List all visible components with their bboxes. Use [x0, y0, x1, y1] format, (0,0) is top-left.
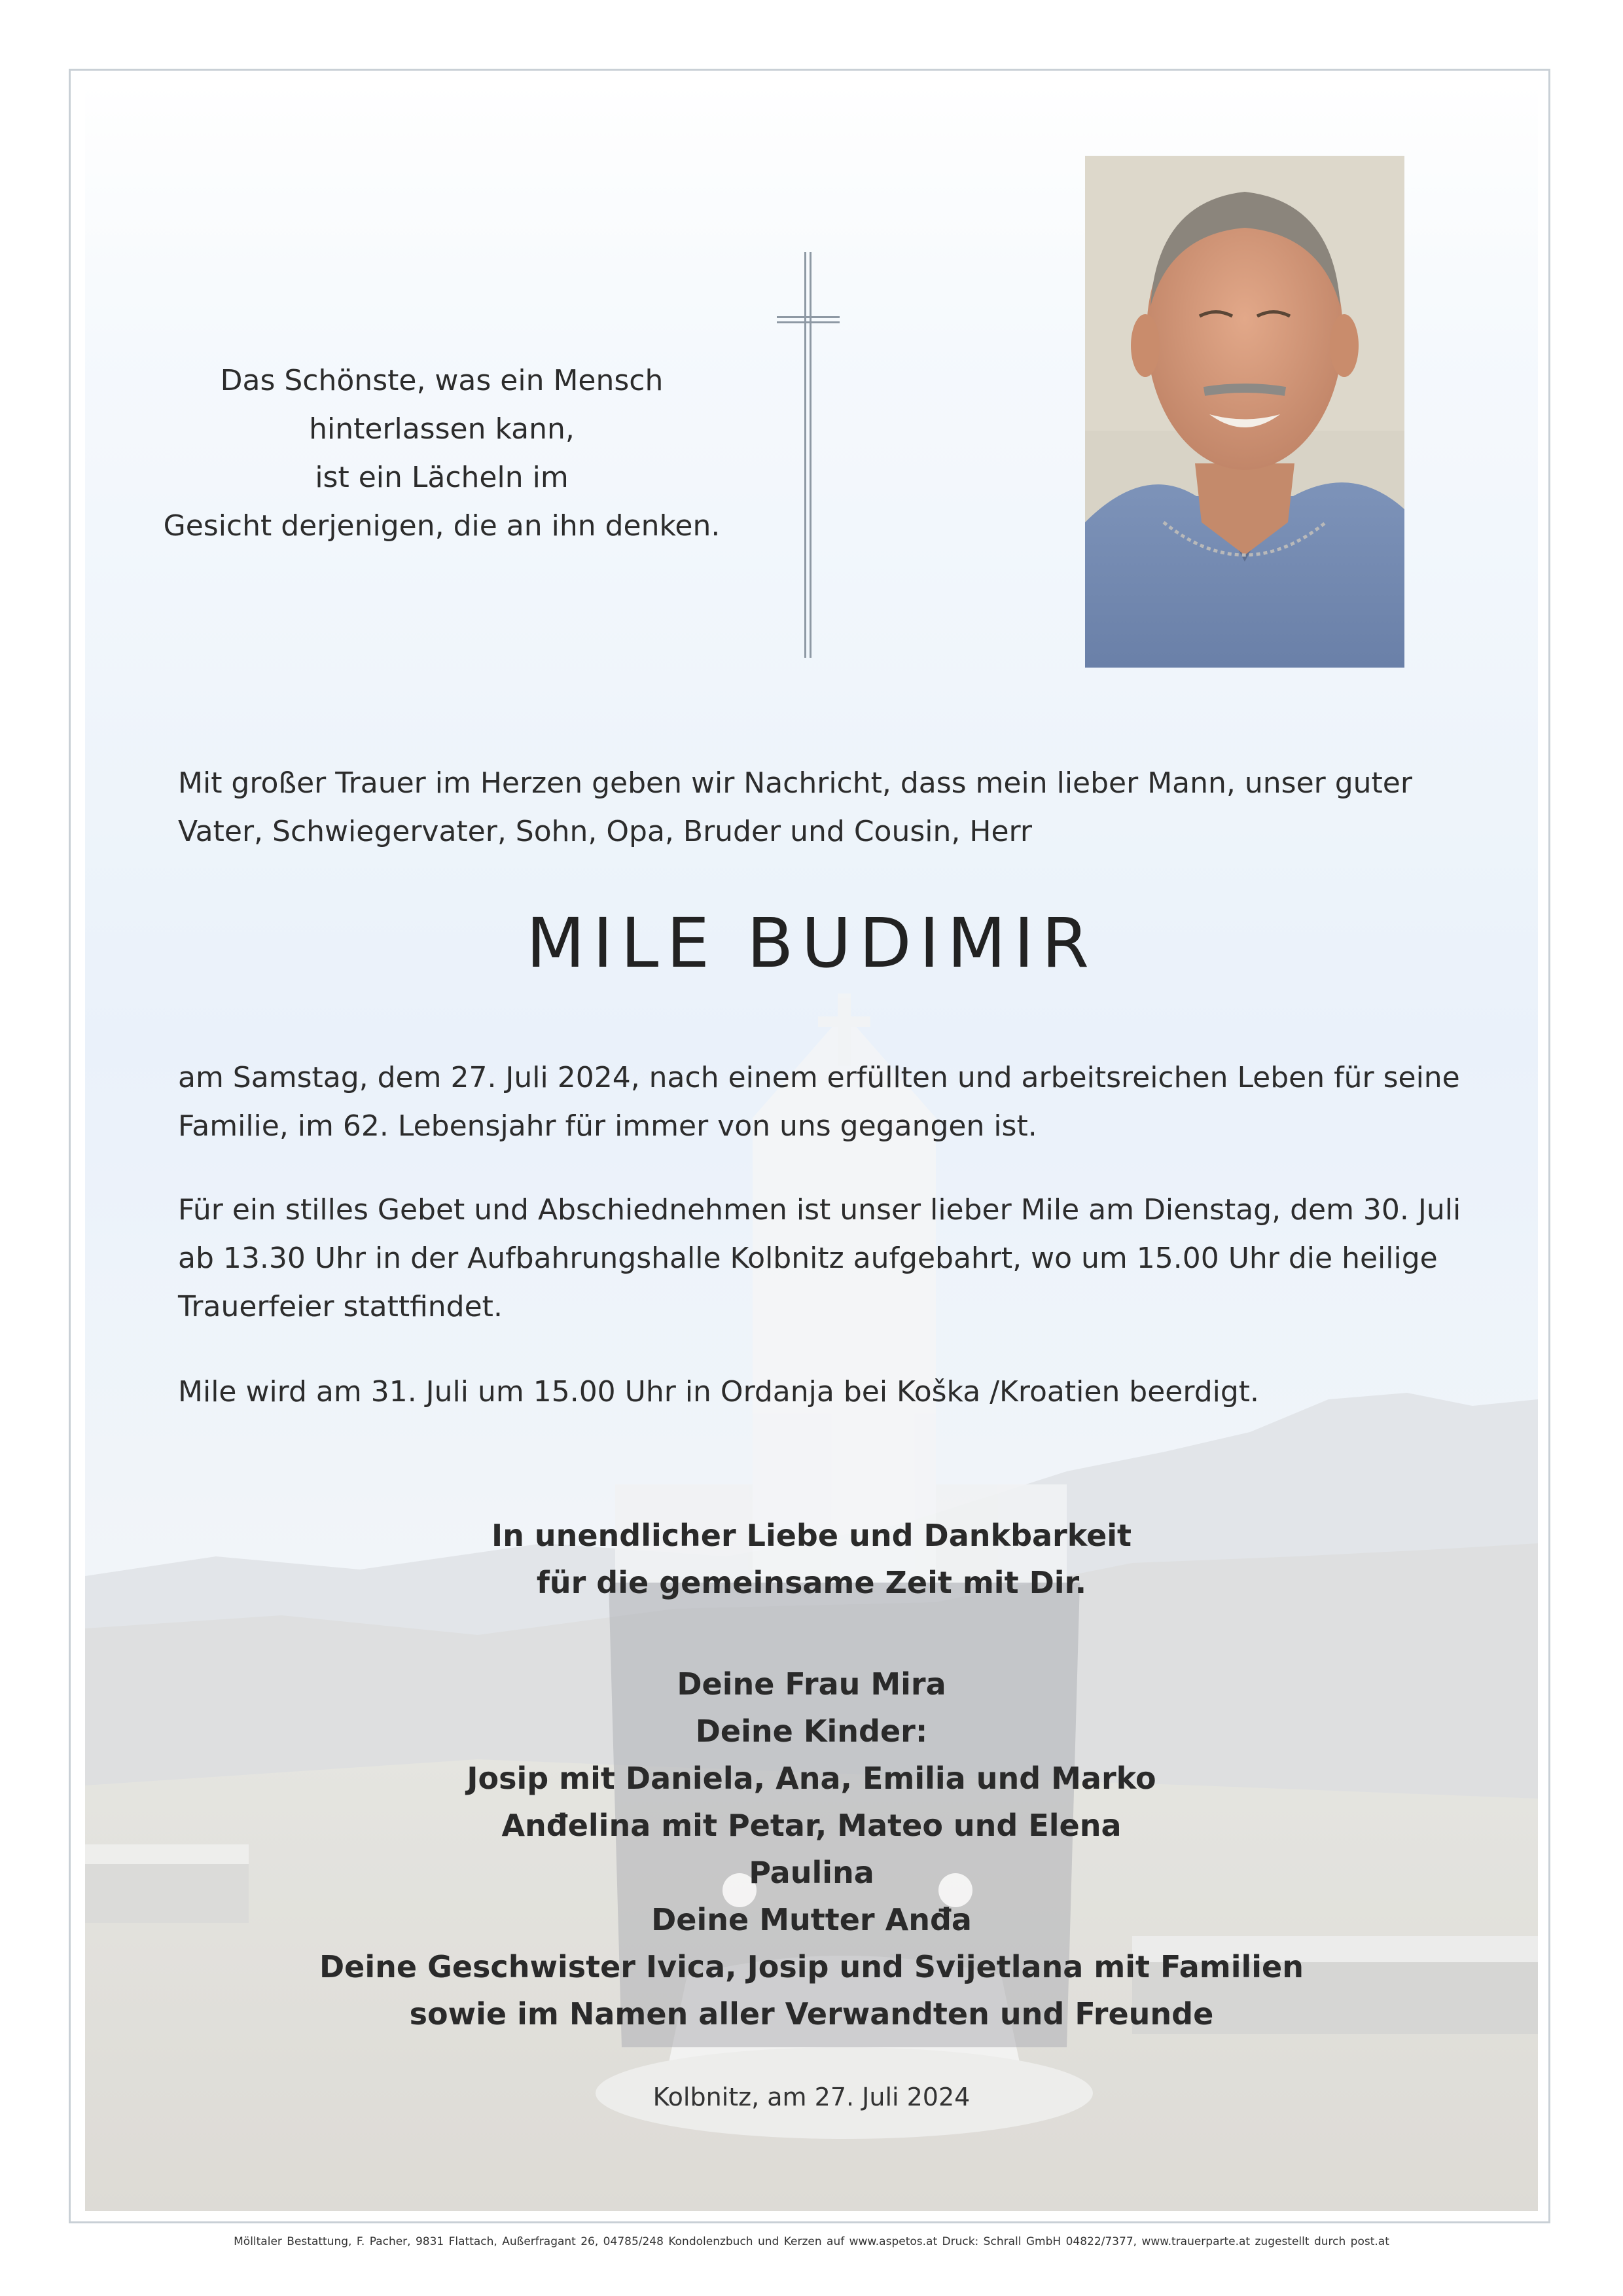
intro-line: Mit großer Trauer im Herzen geben wir Nachricht, dass mein lieber Mann, unser guter: [178, 766, 1412, 800]
death-notice-paragraph: [178, 1054, 1460, 1151]
mourner-line: Deine Kinder:: [695, 1713, 928, 1749]
quote-line: hinterlassen kann,: [309, 412, 575, 446]
viewing-paragraph: [178, 1186, 1461, 1331]
death-notice-line: Familie, im 62. Lebensjahr für immer von uns gegangen ist.: [178, 1109, 1037, 1143]
death-notice-line: am Samstag, dem 27. Juli 2024, nach einem erfüllten und arbeitsreichen Leben für seine: [178, 1061, 1460, 1094]
quote-line: Gesicht derjenigen, die an ihn denken.: [163, 509, 721, 543]
burial-paragraph: [178, 1368, 1421, 1416]
viewing-line: Trauerfeier stattfindet.: [178, 1290, 503, 1323]
quote-line: Das Schönste, was ein Mensch: [220, 364, 664, 397]
cross-icon: [776, 252, 841, 658]
deceased-name: MILE BUDIMIR: [526, 903, 1097, 983]
memorial-quote: [131, 357, 753, 550]
viewing-line: Für ein stilles Gebet und Abschiednehmen ist unser lieber Mile am Dienstag, dem 30. Juli: [178, 1193, 1461, 1227]
burial-line: Mile wird am 31. Juli um 15.00 Uhr in Ordanja bei Koška /Kroatien beerdigt.: [178, 1375, 1260, 1408]
mourner-line: Josip mit Daniela, Ana, Emilia und Marko: [467, 1761, 1156, 1796]
mourner-line: Deine Mutter Anđa: [651, 1902, 972, 1937]
dedication-line: für die gemeinsame Zeit mit Dir.: [536, 1565, 1087, 1600]
mourner-line: Deine Geschwister Ivica, Josip und Svijetlana mit Familien: [319, 1949, 1304, 1984]
mourner-line: Paulina: [749, 1855, 874, 1890]
mourner-line: sowie im Namen aller Verwandten und Freunde: [409, 1996, 1214, 2032]
place-date: Kolbnitz, am 27. Juli 2024: [652, 2083, 971, 2111]
footer-imprint: Mölltaler Bestattung, F. Pacher, 9831 Flattach, Außerfragant 26, 04785/248 Kondolenzbuch und Kerzen auf www.aspetos.at Druck: Schrall GmbH 04822/7377, www.trauerparte.at zugestellt durch post.at: [234, 2235, 1389, 2248]
quote-line: ist ein Lächeln im: [315, 461, 569, 494]
intro-line: Vater, Schwiegervater, Sohn, Opa, Bruder und Cousin, Herr: [178, 815, 1032, 848]
dedication-block: [157, 1512, 1466, 1606]
mourner-line: Anđelina mit Petar, Mateo und Elena: [501, 1808, 1122, 1843]
viewing-line: ab 13.30 Uhr in der Aufbahrungshalle Kolbnitz aufgebahrt, wo um 15.00 Uhr die heilige: [178, 1242, 1438, 1275]
dedication-line: In unendlicher Liebe und Dankbarkeit: [491, 1518, 1132, 1553]
mourners-list: [157, 1660, 1466, 2037]
mourner-line: Deine Frau Mira: [677, 1666, 946, 1702]
portrait-photo: [1085, 156, 1404, 668]
intro-paragraph: [178, 759, 1421, 856]
